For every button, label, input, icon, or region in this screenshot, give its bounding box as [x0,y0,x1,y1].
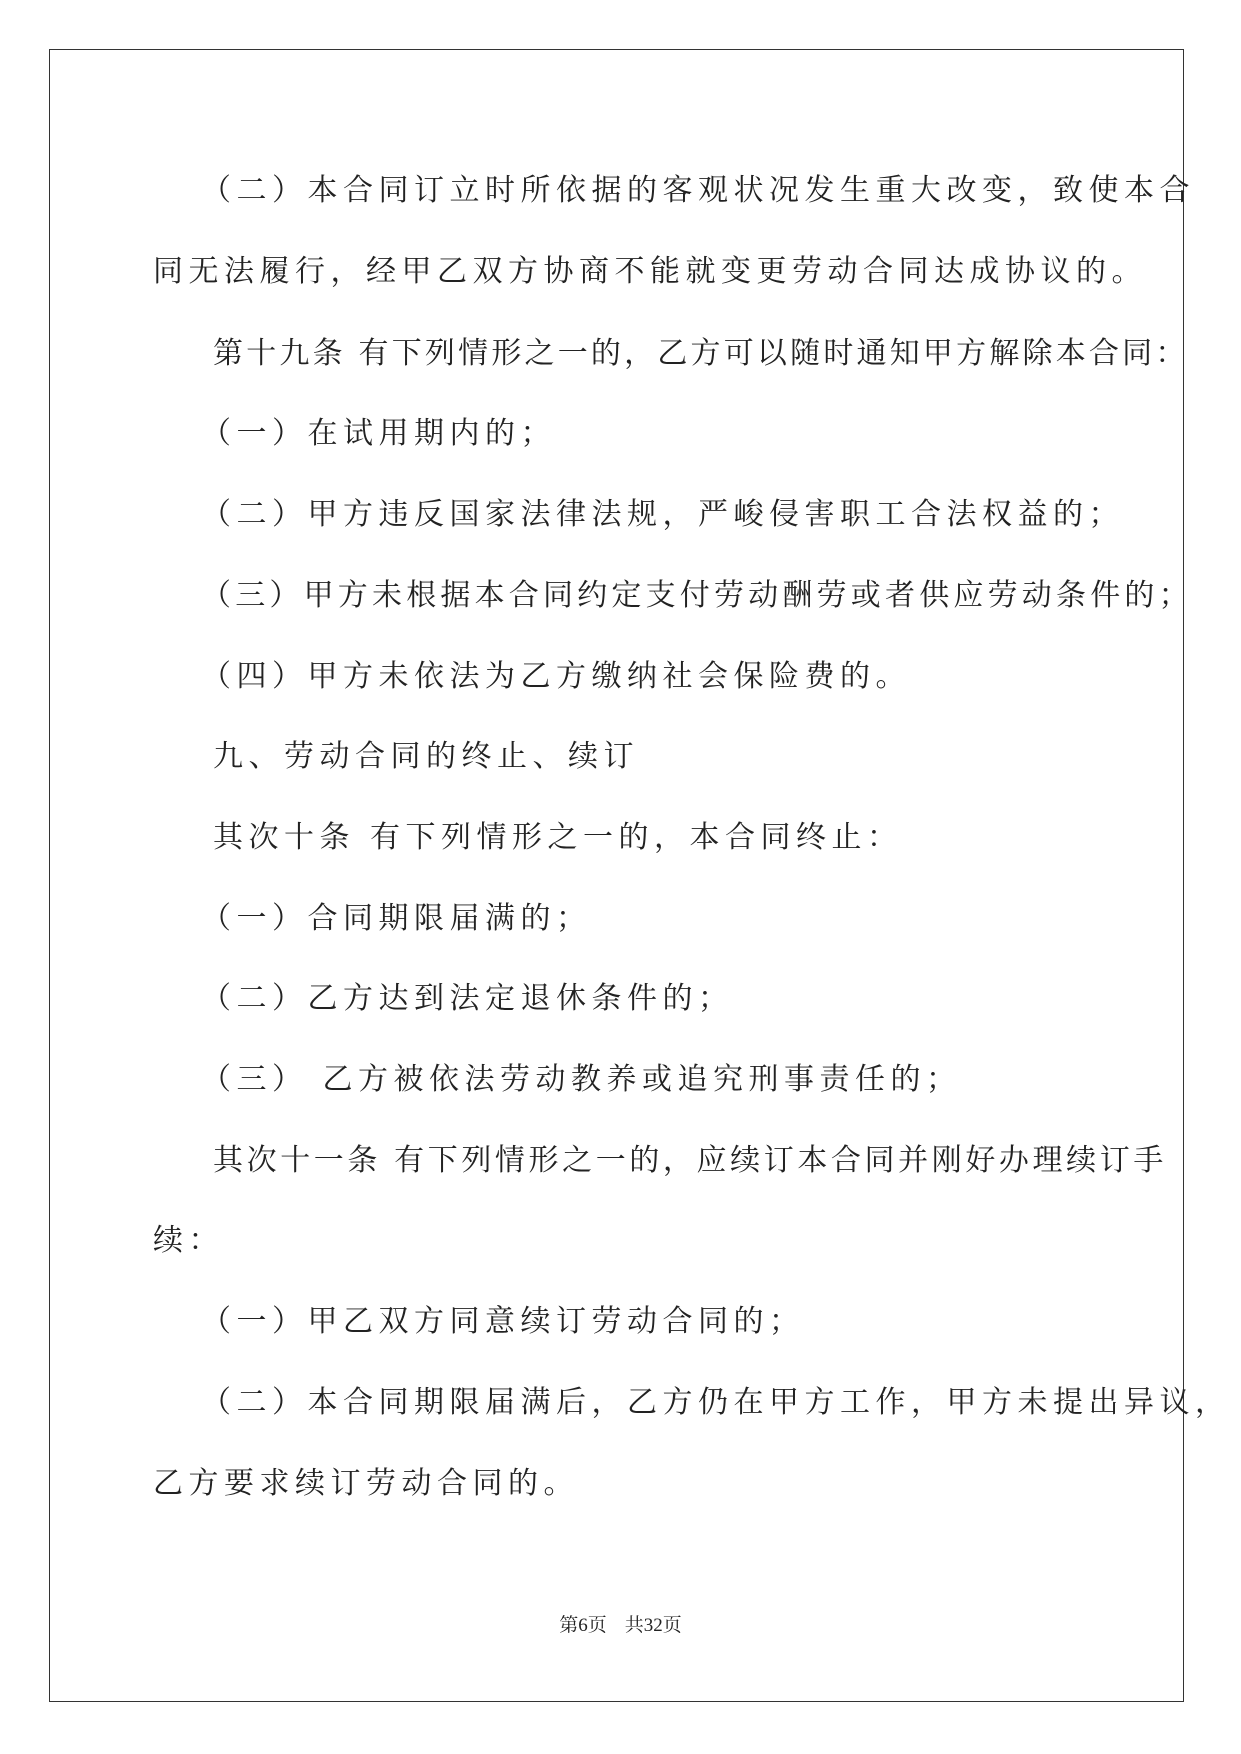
list-item: （三） 乙方被依法劳动教养或追究刑事责任的； [201,1062,962,1097]
paragraph-line: 乙方要求续订劳动合同的。 [153,1466,579,1501]
article-heading: 第十九条 有下列情形之一的，乙方可以随时通知甲方解除本合同： [213,336,1189,371]
list-item: （四）甲方未依法为乙方缴纳社会保险费的。 [201,659,911,694]
list-item: （三）甲方未根据本合同约定支付劳动酬劳或者供应劳动条件的； [201,578,1193,613]
list-item: （二）乙方达到法定退休条件的； [201,981,734,1016]
article-heading: 其次十条 有下列情形之一的，本合同终止： [213,820,903,855]
page-total: 共32页 [624,1615,682,1636]
page-border [49,49,1184,1702]
paragraph-line: 续： [153,1223,224,1258]
article-heading: 其次十一条 有下列情形之一的，应续订本合同并刚好办理续订手 [213,1143,1167,1178]
list-item: （二）本合同期限届满后，乙方仍在甲方工作，甲方未提出异议， [201,1385,1231,1420]
list-item: （一）甲乙双方同意续订劳动合同的； [201,1304,805,1339]
paragraph-line: （二）本合同订立时所依据的客观状况发生重大改变，致使本合 [201,173,1195,208]
page-footer [0,1614,1241,1638]
section-heading: 九、劳动合同的终止、续订 [213,739,639,774]
list-item: （二）甲方违反国家法律法规，严峻侵害职工合法权益的； [201,497,1124,532]
paragraph-line: 同无法履行，经甲乙双方协商不能就变更劳动合同达成协议的。 [153,254,1147,289]
page-number: 第6页 [559,1615,607,1636]
list-item: （一）在试用期内的； [201,416,556,451]
list-item: （一）合同期限届满的； [201,901,592,936]
